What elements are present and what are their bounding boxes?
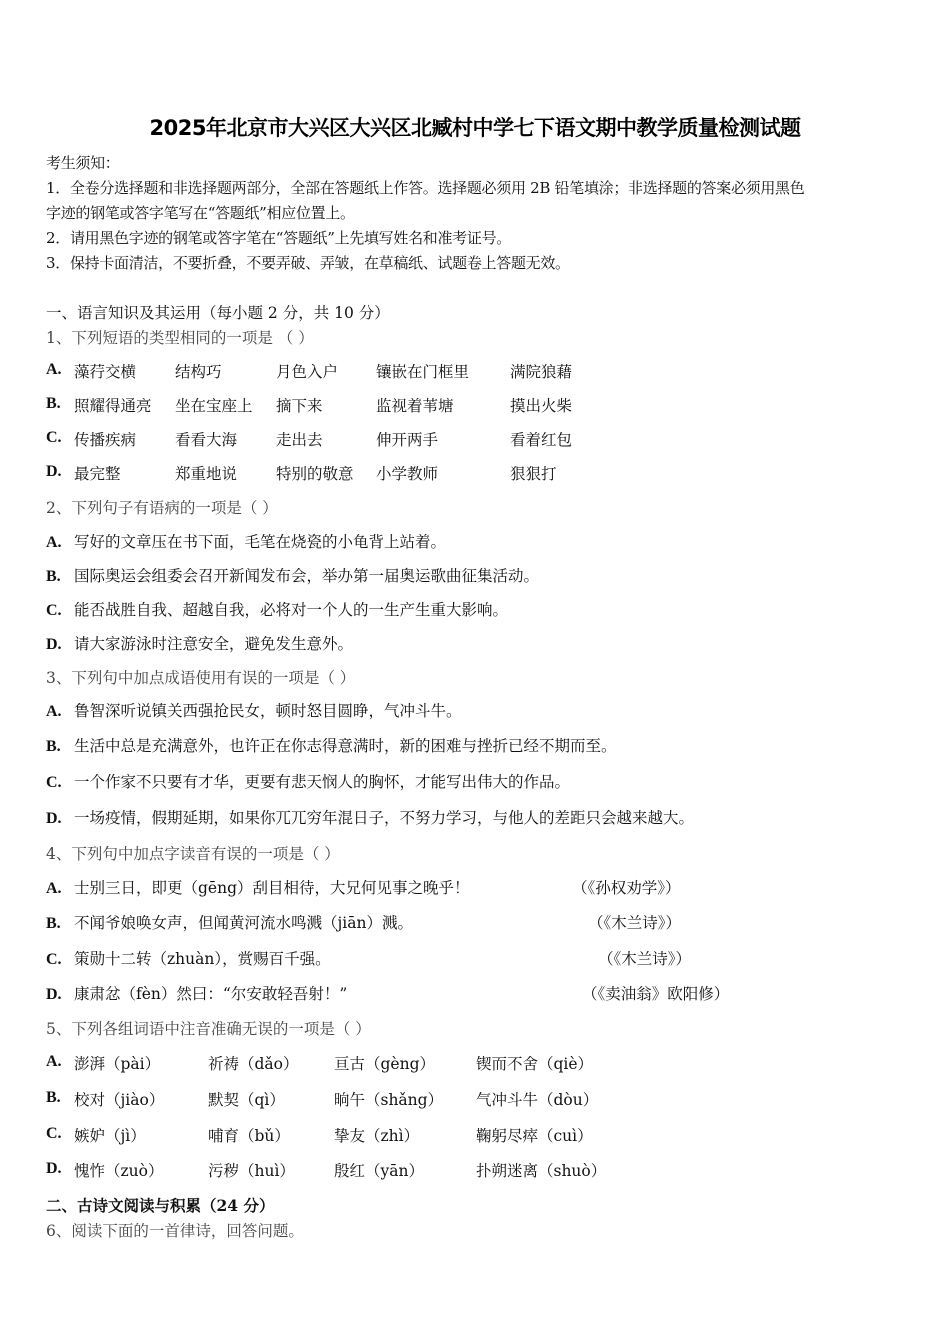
option-text: 策勋十二转（zhuàn），赏赐百千强。 <box>74 950 331 968</box>
option-cell: 哺育（bǔ） <box>208 1127 290 1145</box>
q2-option-d <box>46 632 353 654</box>
option-letter: D. <box>46 1160 62 1177</box>
option-cell: 摸出火柴 <box>510 397 573 415</box>
option-letter: D. <box>46 986 62 1003</box>
option-cell: 月色入户 <box>276 363 339 381</box>
q5-option-d <box>46 1159 607 1180</box>
option-text: 士别三日，即更（gēng）刮目相待，大兄何见事之晚乎！ <box>74 879 470 897</box>
option-text: 鲁智深听说镇关西强抢民女，顿时怒目圆睁，气冲斗牛。 <box>74 702 462 720</box>
q5-option-a <box>46 1052 594 1073</box>
option-cell: 镶嵌在门框里 <box>376 363 470 381</box>
option-text: 生活中总是充满意外，也许正在你志得意满时，新的困难与挫折已经不期而至。 <box>74 737 617 755</box>
option-letter: A. <box>46 880 62 897</box>
option-cell: 校对（jiào） <box>74 1091 165 1109</box>
notice-item-1-cont: 字迹的钢笔或答字笔写在“答题纸”相应位置上。 <box>46 204 355 222</box>
option-cell: 照耀得通亮 <box>74 397 152 415</box>
option-letter: B. <box>46 1089 61 1106</box>
q4-option-d <box>46 982 347 1004</box>
q4-option-b <box>46 911 413 933</box>
q4-option-b-source: （《木兰诗》） <box>588 914 682 932</box>
option-letter: B. <box>46 915 61 932</box>
section-1-heading: 一、语言知识及其运用（每小题 2 分，共 10 分） <box>46 304 390 322</box>
option-text: 请大家游泳时注意安全，避免发生意外。 <box>74 635 354 653</box>
option-cell: 气冲斗牛（dòu） <box>476 1091 599 1109</box>
option-letter: D. <box>46 636 62 653</box>
q3-option-c <box>46 770 570 792</box>
option-text: 国际奥运会组委会召开新闻发布会，举办第一届奥运歌曲征集活动。 <box>74 567 540 585</box>
q6-stem: 6、阅读下面的一首律诗，回答问题。 <box>46 1222 304 1240</box>
option-cell: 晌午（shǎng） <box>334 1091 444 1109</box>
q4-option-a <box>46 876 470 898</box>
option-cell: 愧怍（zuò） <box>74 1162 164 1180</box>
q4-stem: 4、下列句中加点字读音有误的一项是（ ） <box>46 845 340 863</box>
option-text: 写好的文章压在书下面，毛笔在烧瓷的小龟背上站着。 <box>74 533 447 551</box>
option-cell: 结构巧 <box>175 363 222 381</box>
q1-option-d <box>46 462 557 483</box>
section-2-heading: 二、古诗文阅读与积累（24 分） <box>46 1196 275 1215</box>
notice-item-2: 2．请用黑色字迹的钢笔或答字笔在“答题纸”上先填写姓名和准考证号。 <box>46 229 511 247</box>
q1-option-a <box>46 360 573 381</box>
option-cell: 默契（qì） <box>208 1091 285 1109</box>
option-letter: A. <box>46 1053 62 1070</box>
option-letter: A. <box>46 361 62 378</box>
q1-stem: 1、下列短语的类型相同的一项是 （ ） <box>46 329 314 347</box>
option-cell: 小学教师 <box>376 465 439 483</box>
notice-heading: 考生须知： <box>46 154 120 172</box>
q3-stem: 3、下列句中加点成语使用有误的一项是（ ） <box>46 669 356 687</box>
q3-option-a <box>46 699 462 721</box>
option-letter: B. <box>46 738 61 755</box>
q1-option-c <box>46 428 573 449</box>
option-letter: A. <box>46 534 62 551</box>
option-text: 康肃忿（fèn）然曰：“尔安敢轻吾射！” <box>74 985 348 1003</box>
q3-option-d <box>46 806 694 828</box>
option-cell: 特别的敬意 <box>276 465 354 483</box>
option-cell: 藻荇交横 <box>74 363 137 381</box>
option-letter: C. <box>46 1125 62 1142</box>
q5-option-b <box>46 1088 599 1109</box>
option-cell: 郑重地说 <box>175 465 238 483</box>
option-cell: 坐在宝座上 <box>175 397 253 415</box>
option-cell: 走出去 <box>276 431 323 449</box>
option-cell: 扑朔迷离（shuò） <box>476 1162 607 1180</box>
option-cell: 嫉妒（jì） <box>74 1127 146 1145</box>
option-cell: 殷红（yān） <box>334 1162 424 1180</box>
option-text: 一场疫情，假期延期，如果你兀兀穷年混日子，不努力学习，与他人的差距只会越来越大。 <box>74 809 695 827</box>
option-cell: 传播疾病 <box>74 431 137 449</box>
option-letter: C. <box>46 429 62 446</box>
option-cell: 澎湃（pài） <box>74 1055 161 1073</box>
option-letter: A. <box>46 703 62 720</box>
q3-option-b <box>46 734 617 756</box>
q2-stem: 2、下列句子有语病的一项是（ ） <box>46 499 278 517</box>
option-letter: B. <box>46 568 61 585</box>
option-cell: 挚友（zhì） <box>334 1127 420 1145</box>
option-cell: 亘古（gèng） <box>334 1055 436 1073</box>
option-letter: D. <box>46 810 62 827</box>
option-text: 不闻爷娘唤女声，但闻黄河流水鸣溅（jiān）溅。 <box>74 914 413 932</box>
q5-stem: 5、下列各组词语中注音准确无误的一项是（ ） <box>46 1020 371 1038</box>
option-letter: B. <box>46 395 61 412</box>
option-cell: 监视着苇塘 <box>376 397 454 415</box>
option-cell: 最完整 <box>74 465 121 483</box>
q4-option-c <box>46 947 331 969</box>
option-cell: 祈祷（dǎo） <box>208 1055 299 1073</box>
q4-option-c-source: （《木兰诗》） <box>598 950 692 968</box>
q1-option-b <box>46 394 573 415</box>
option-cell: 伸开两手 <box>376 431 439 449</box>
option-text: 能否战胜自我、超越自我，必将对一个人的一生产生重大影响。 <box>74 601 509 619</box>
option-cell: 狠狠打 <box>510 465 557 483</box>
q4-option-a-source: （《孙权劝学》） <box>572 879 681 897</box>
exam-title: 2025年北京市大兴区大兴区北臧村中学七下语文期中教学质量检测试题 <box>149 116 801 140</box>
option-cell: 看着红包 <box>510 431 573 449</box>
option-text: 一个作家不只要有才华，更要有悲天悯人的胸怀，才能写出伟大的作品。 <box>74 773 571 791</box>
option-cell: 满院狼藉 <box>510 363 573 381</box>
option-cell: 摘下来 <box>276 397 323 415</box>
option-letter: D. <box>46 463 62 480</box>
option-letter: C. <box>46 774 62 791</box>
q2-option-a <box>46 530 446 552</box>
q4-option-d-source: （《卖油翁》欧阳修） <box>582 985 730 1003</box>
option-cell: 锲而不舍（qiè） <box>476 1055 594 1073</box>
q5-option-c <box>46 1124 593 1145</box>
notice-item-3: 3．保持卡面清洁，不要折叠，不要弄破、弄皱，在草稿纸、试题卷上答题无效。 <box>46 254 570 272</box>
option-letter: C. <box>46 951 62 968</box>
q2-option-c <box>46 598 508 620</box>
option-cell: 看看大海 <box>175 431 238 449</box>
option-letter: C. <box>46 602 62 619</box>
option-cell: 污秽（huì） <box>208 1162 295 1180</box>
q2-option-b <box>46 564 539 586</box>
option-cell: 鞠躬尽瘁（cuì） <box>476 1127 593 1145</box>
notice-item-1: 1．全卷分选择题和非选择题两部分，全部在答题纸上作答。选择题必须用 2B 铅笔填涂；非选择题的答案必须用黑色 <box>46 179 805 197</box>
